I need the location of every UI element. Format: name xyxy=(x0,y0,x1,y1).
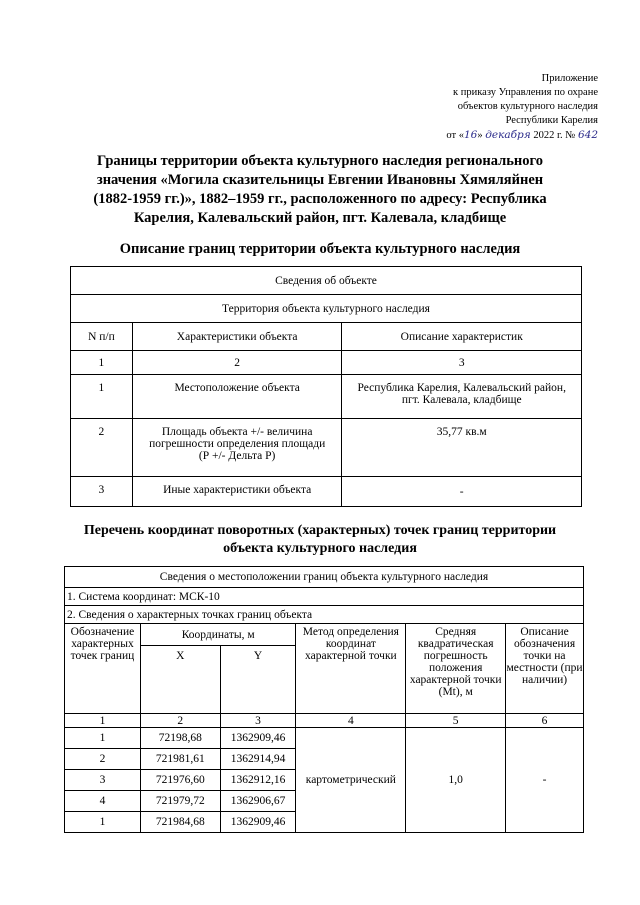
date-mid: » xyxy=(477,130,483,141)
col-number: 2 xyxy=(140,714,220,728)
coord-x: 72198,68 xyxy=(140,728,220,749)
col-description: Описание обозначения точки на местности (при наличии) xyxy=(506,624,584,714)
row-number: 3 xyxy=(71,477,133,507)
section1-title: Описание границ территории объекта культурного наследия xyxy=(119,241,521,257)
col-number: 3 xyxy=(220,714,296,728)
coord-x: 721976,60 xyxy=(140,770,220,791)
appendix-line: объектов культурного наследия xyxy=(457,101,598,112)
col-number: 5 xyxy=(406,714,506,728)
col-number: 4 xyxy=(296,714,406,728)
date-day: 16 xyxy=(463,129,478,141)
object-info-table xyxy=(70,266,582,507)
point-id: 1 xyxy=(65,812,141,833)
table1-header: Сведения об объекте xyxy=(71,267,582,295)
table-row xyxy=(71,477,582,507)
row-number: 2 xyxy=(71,419,133,477)
point-id: 3 xyxy=(65,770,141,791)
col-designation: Обозначение характерных точек границ xyxy=(65,624,141,714)
appendix-line: Республики Карелия xyxy=(505,115,598,126)
col-number: 1 xyxy=(71,351,133,375)
description-cell: - xyxy=(506,728,584,833)
date-year: 2022 г. № xyxy=(533,130,576,141)
error-cell: 1,0 xyxy=(406,728,506,833)
date-month: декабря xyxy=(485,129,531,141)
appendix-line: Приложение xyxy=(541,73,598,84)
table-row xyxy=(71,419,582,477)
method-cell: картометрический xyxy=(296,728,406,833)
point-id: 1 xyxy=(65,728,141,749)
table-row xyxy=(71,375,582,419)
coord-y: 1362914,94 xyxy=(220,749,296,770)
document-title: Границы территории объекта культурного наследия регионального значения «Могила сказительницы Евгении Ивановны Хямяляйнен (1882-1959 гг.)», 1882–1959 гг., расположенного по адресу: Республика Карелия, Калевальский район, пгт. Калевала, кладбище xyxy=(93,153,547,226)
point-id: 2 xyxy=(65,749,141,770)
row-characteristic: Местоположение объекта xyxy=(132,375,342,419)
col-number: 2 xyxy=(132,351,342,375)
col-number: 6 xyxy=(506,714,584,728)
coord-y: 1362909,46 xyxy=(220,812,296,833)
col-error: Средняя квадратическая погрешность положения характерной точки (Mt), м xyxy=(406,624,506,714)
coord-y: 1362909,46 xyxy=(220,728,296,749)
table2-header: Сведения о местоположении границ объекта культурного наследия xyxy=(65,567,584,588)
row-number: 1 xyxy=(71,375,133,419)
section2-title: Перечень координат поворотных (характерных) точек границ территории объекта культурного наследия xyxy=(83,523,557,556)
col-header: Описание характеристик xyxy=(342,323,582,351)
row-description: Республика Карелия, Калевальский район, пгт. Калевала, кладбище xyxy=(342,375,582,419)
table1-subheader: Территория объекта культурного наследия xyxy=(71,295,582,323)
col-number: 1 xyxy=(65,714,141,728)
coord-x: 721979,72 xyxy=(140,791,220,812)
col-x: X xyxy=(140,646,220,714)
order-number: 642 xyxy=(577,129,598,141)
row-description: 35,77 кв.м xyxy=(342,419,582,477)
appendix-line: к приказу Управления по охране xyxy=(453,87,598,98)
appendix-block xyxy=(378,72,598,143)
col-number: 3 xyxy=(342,351,582,375)
coord-x: 721984,68 xyxy=(140,812,220,833)
date-prefix: от « xyxy=(446,130,464,141)
row-characteristic: Площадь объекта +/- величина погрешности определения площади (Р +/- Дельта Р) xyxy=(132,419,342,477)
coord-y: 1362912,16 xyxy=(220,770,296,791)
coord-y: 1362906,67 xyxy=(220,791,296,812)
row-characteristic: Иные характеристики объекта xyxy=(132,477,342,507)
col-y: Y xyxy=(220,646,296,714)
table-row xyxy=(65,728,584,749)
coord-system: 1. Система координат: МСК-10 xyxy=(65,588,584,606)
coordinates-table xyxy=(64,566,584,833)
order-date-line xyxy=(378,128,598,143)
col-method: Метод определения координат характерной точки xyxy=(296,624,406,714)
col-header: Характеристики объекта xyxy=(132,323,342,351)
col-header: N п/п xyxy=(71,323,133,351)
row-description: - xyxy=(342,477,582,507)
col-coords: Координаты, м xyxy=(140,624,296,646)
points-info: 2. Сведения о характерных точках границ объекта xyxy=(65,606,584,624)
point-id: 4 xyxy=(65,791,141,812)
coord-x: 721981,61 xyxy=(140,749,220,770)
